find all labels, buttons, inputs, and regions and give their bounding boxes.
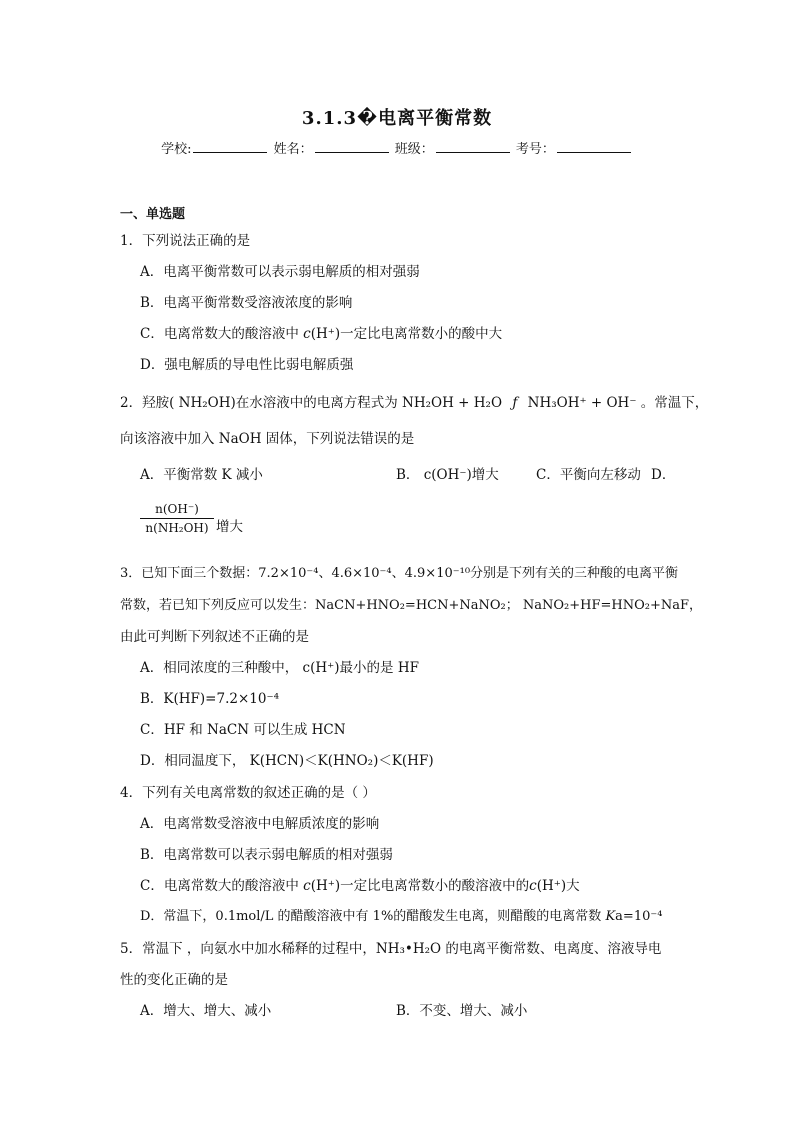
q4-option-c-symbol-1: c bbox=[303, 878, 311, 894]
fraction-denominator: n(NH₂OH) bbox=[145, 521, 209, 535]
q4-option-c-mid: (H⁺)一定比电离常数小的酸溶液中的 bbox=[310, 878, 530, 894]
q2-option-d-tail: 增大 bbox=[216, 519, 243, 535]
q4-option-c[interactable] bbox=[140, 874, 580, 894]
q1-option-b[interactable]: B．电离平衡常数受溶液浓度的影响 bbox=[140, 295, 353, 311]
fraction-numerator: n(OH⁻) bbox=[140, 502, 214, 519]
q2-option-a[interactable]: A．平衡常数 K 减小 bbox=[140, 467, 263, 483]
q4-stem: 4．下列有关电离常数的叙述正确的是（ ） bbox=[120, 785, 376, 801]
q2-stem-line2: 向该溶液中加入 NaOH 固体，下列说法错误的是 bbox=[120, 431, 415, 447]
q5-option-b[interactable]: B．不变、增大、减小 bbox=[396, 1003, 528, 1019]
q5-stem-line1: 5．常温下 ，向氨水中加水稀释的过程中，NH₃•H₂O 的电离平衡常数、电离度、溶液导电 bbox=[120, 941, 662, 957]
q1-option-c-symbol: c bbox=[303, 326, 311, 342]
class-label: 班级： bbox=[394, 142, 434, 157]
q2-option-c[interactable]: C．平衡向左移动 bbox=[536, 467, 641, 483]
class-blank[interactable] bbox=[436, 140, 510, 153]
q4-option-d-post: a=10⁻⁴ bbox=[615, 909, 663, 924]
name-blank[interactable] bbox=[315, 140, 389, 153]
number-blank[interactable] bbox=[557, 140, 631, 153]
page-title: 3.1.3�电离平衡常数 bbox=[301, 108, 493, 129]
q5-stem-line2: 性的变化正确的是 bbox=[120, 972, 228, 988]
q2-stem-line1-a: 2．羟胺( NH₂OH)在水溶液中的电离方程式为 NH₂OH + H₂O bbox=[120, 395, 503, 411]
name-label: 姓名： bbox=[273, 142, 313, 157]
number-label: 考号： bbox=[515, 142, 555, 157]
q3-option-b[interactable]: B．K(HF)=7.2×10⁻⁴ bbox=[140, 691, 279, 707]
q5-option-a[interactable]: A．增大、增大、减小 bbox=[140, 1003, 272, 1019]
school-blank[interactable] bbox=[193, 140, 267, 153]
q4-option-c-pre: C．电离常数大的酸溶液中 bbox=[140, 878, 304, 894]
q1-option-c[interactable] bbox=[140, 322, 502, 342]
q1-option-a[interactable]: A．电离平衡常数可以表示弱电解质的相对强弱 bbox=[140, 264, 420, 280]
q2-equilibrium-symbol: ƒ bbox=[512, 395, 518, 411]
q4-option-d[interactable] bbox=[140, 905, 662, 924]
q3-stem-line1: 3．已知下面三个数据：7.2×10⁻⁴、4.6×10⁻⁴、4.9×10⁻¹⁰分别是下列有关的三种酸的电离平衡 bbox=[120, 566, 679, 581]
q3-stem-line3: 由此可判断下列叙述不正确的是 bbox=[120, 629, 309, 645]
q4-option-c-symbol-2: c bbox=[529, 878, 537, 894]
q4-option-c-post: (H⁺)大 bbox=[536, 878, 580, 894]
q2-option-b[interactable]: B． c(OH⁻)增大 bbox=[396, 467, 499, 483]
student-info-line bbox=[0, 138, 794, 157]
q3-option-a[interactable]: A．相同浓度的三种酸中， c(H⁺)最小的是 HF bbox=[140, 660, 419, 676]
q1-option-c-post: (H⁺)一定比电离常数小的酸中大 bbox=[310, 326, 503, 342]
q4-option-d-k: K bbox=[605, 909, 616, 924]
q3-stem-line2: 常数，若已知下列反应可以发生：NaCN+HNO₂=HCN+NaNO₂； NaNO₂+HF=HNO₂+NaF， bbox=[120, 598, 702, 613]
q1-stem: 1．下列说法正确的是 bbox=[120, 233, 251, 249]
q4-option-a[interactable]: A．电离常数受溶液中电解质浓度的影响 bbox=[140, 816, 380, 832]
q2-stem-line1-b: NH₃OH⁺ + OH⁻ 。常温下， bbox=[527, 395, 709, 411]
q3-option-d[interactable]: D．相同温度下， K(HCN)＜K(HNO₂)＜K(HF) bbox=[140, 753, 434, 769]
q2-stem-line1 bbox=[120, 391, 708, 411]
q1-option-d[interactable]: D．强电解质的导电性比弱电解质强 bbox=[140, 357, 354, 373]
q2-option-d-fraction[interactable] bbox=[140, 502, 214, 535]
q3-option-c[interactable]: C．HF 和 NaCN 可以生成 HCN bbox=[140, 722, 346, 738]
section-heading: 一、单选题 bbox=[120, 207, 186, 222]
q1-option-c-pre: C．电离常数大的酸溶液中 bbox=[140, 326, 304, 342]
q4-option-d-pre: D．常温下，0.1mol/L 的醋酸溶液中有 1%的醋酸发生电离，则醋酸的电离常数 bbox=[140, 909, 606, 924]
q4-option-b[interactable]: B．电离常数可以表示弱电解质的相对强弱 bbox=[140, 847, 393, 863]
school-label: 学校: bbox=[161, 142, 192, 157]
q2-option-d-label[interactable]: D． bbox=[651, 467, 676, 483]
